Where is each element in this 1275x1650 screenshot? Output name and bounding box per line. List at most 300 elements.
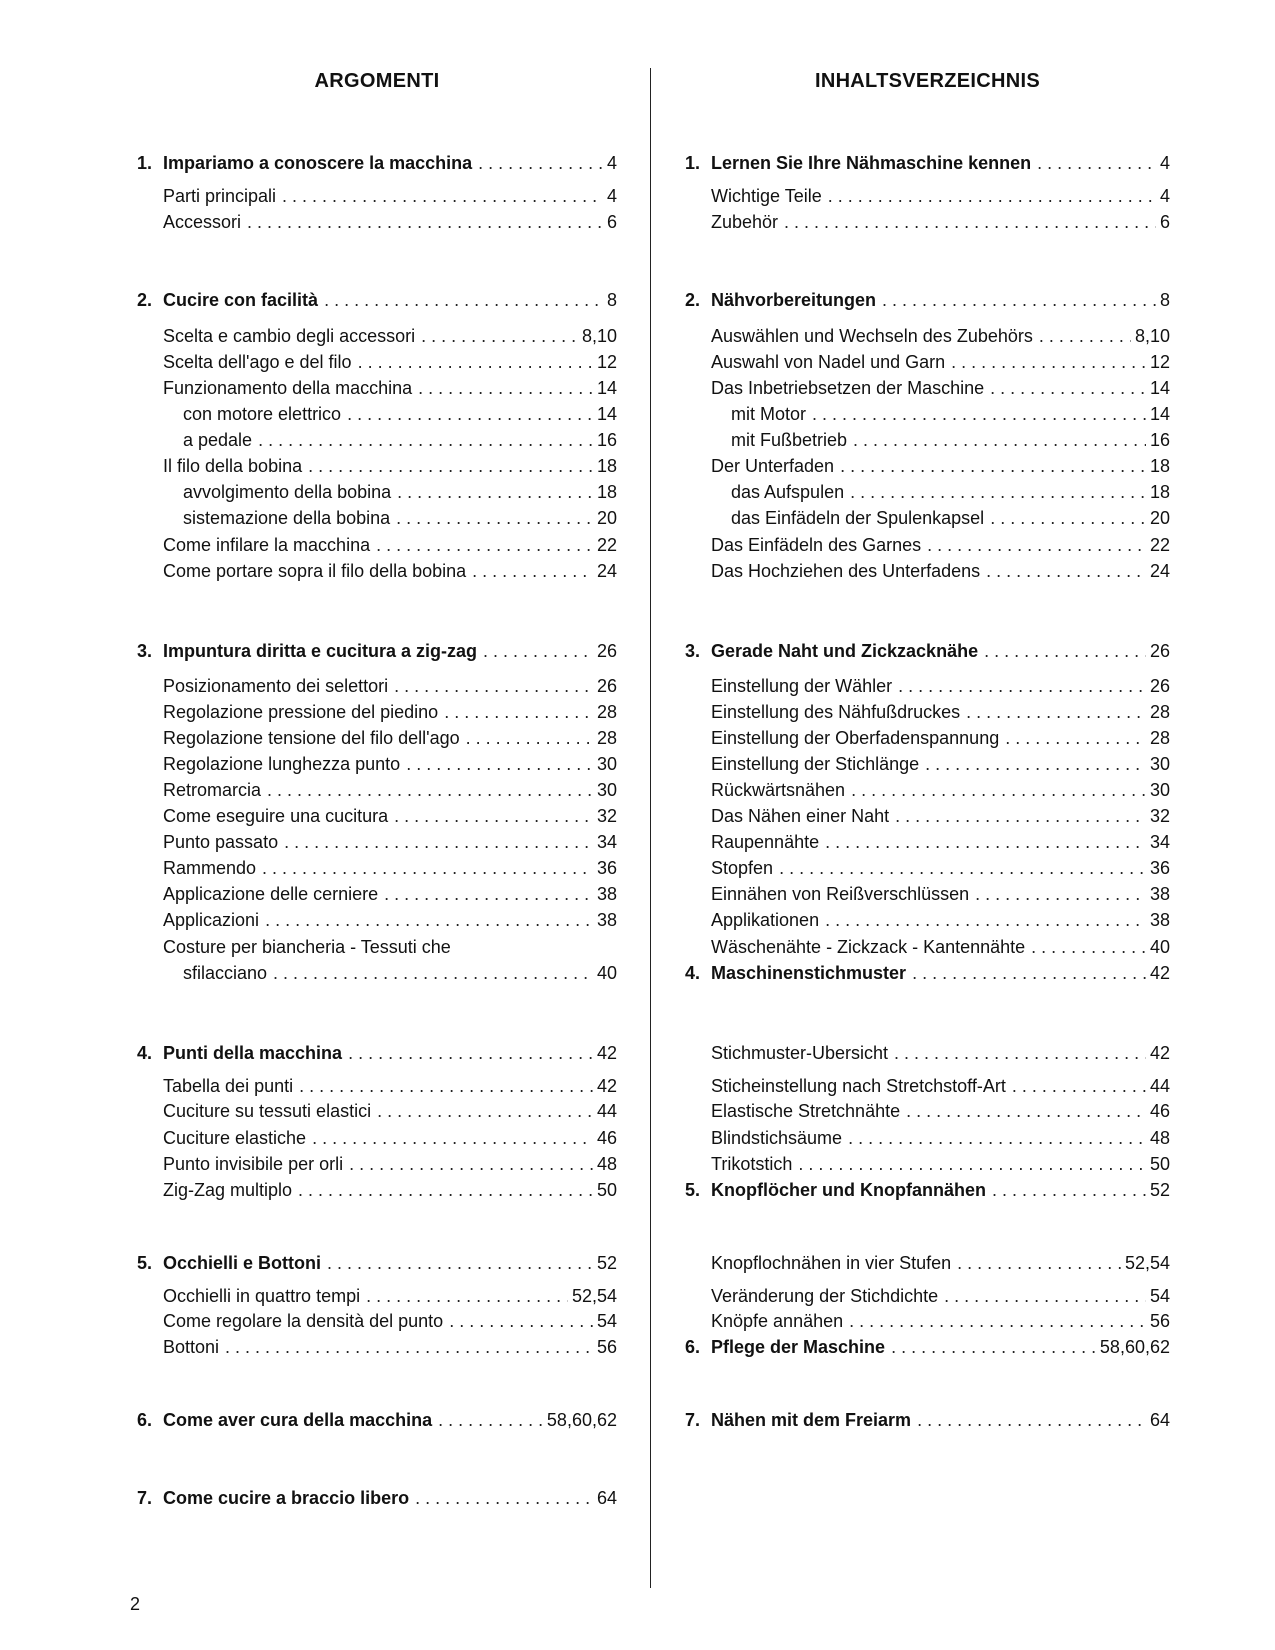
dot-leader: [845, 780, 1146, 801]
dot-leader: [1031, 153, 1156, 174]
toc-subentry: [137, 806, 617, 830]
toc-subentry: [137, 430, 617, 454]
entry-label: Veränderung der Stichdichte: [711, 1286, 939, 1306]
entry-page-number: 22: [596, 535, 617, 555]
dot-leader: [1033, 326, 1131, 347]
toc-subentry: [685, 937, 1170, 961]
entry-label: Scelta e cambio degli accessori: [163, 326, 416, 346]
toc-subentry: [685, 1101, 1170, 1125]
entry-page-number: 8,10: [581, 326, 617, 346]
dot-leader: [360, 1286, 568, 1307]
toc-subentry: [685, 780, 1170, 804]
dot-leader: [919, 754, 1146, 775]
dot-leader: [370, 535, 593, 556]
entry-label: Einstellung der Stichlänge: [711, 754, 920, 774]
entry-page-number: 26: [1149, 676, 1170, 696]
toc-section-entry: [685, 641, 1170, 665]
dot-leader: [241, 212, 603, 233]
entry-label: Zig-Zag multiplo: [163, 1180, 293, 1200]
entry-label: Sticheinstellung nach Stretchstoff-Art: [711, 1076, 1006, 1096]
toc-subentry: [137, 1337, 617, 1361]
entry-label: Knopflöcher und Knopfannähen: [711, 1180, 986, 1200]
entry-page-number: 16: [1149, 430, 1170, 450]
entry-label: Il filo della bobina: [163, 456, 303, 476]
dot-leader: [252, 430, 593, 451]
entry-label: Knopflochnähen in vier Stufen: [711, 1253, 952, 1273]
column-title: INHALTSVERZEICHNIS: [814, 70, 1041, 92]
entry-label: Retromarcia: [163, 780, 262, 800]
dot-leader: [388, 806, 593, 827]
toc-subentry: [685, 430, 1170, 454]
entry-page-number: 34: [596, 832, 617, 852]
section-number: 1.: [137, 153, 153, 173]
entry-label: Applikationen: [711, 910, 820, 930]
entry-page-number: 36: [1149, 858, 1170, 878]
dot-leader: [472, 153, 603, 174]
entry-label: Elastische Stretchnähte: [711, 1101, 901, 1121]
entry-page-number: 16: [596, 430, 617, 450]
entry-page-number: 40: [1149, 937, 1170, 957]
toc-subentry: [685, 482, 1170, 506]
toc-subentry: [685, 832, 1170, 856]
entry-label: Punto invisibile per orli: [163, 1154, 344, 1174]
toc-subentry: [685, 884, 1170, 908]
entry-label: Come regolare la densità del punto: [163, 1311, 444, 1331]
entry-page-number: 46: [596, 1128, 617, 1148]
entry-label: das Aufspulen: [731, 482, 845, 502]
entry-page-number: 56: [1149, 1311, 1170, 1331]
entry-page-number: 26: [596, 641, 617, 661]
dot-leader: [341, 404, 593, 425]
toc-subentry: [137, 884, 617, 908]
entry-page-number: 56: [596, 1337, 617, 1357]
dot-leader: [342, 1043, 593, 1064]
entry-label: Impariamo a conoscere la macchina: [163, 153, 473, 173]
dot-leader: [778, 212, 1156, 233]
entry-label: a pedale: [183, 430, 253, 450]
entry-label: con motore elettrico: [183, 404, 342, 424]
entry-page-number: 36: [596, 858, 617, 878]
dot-leader: [876, 290, 1156, 311]
toc-subentry: [685, 212, 1170, 236]
entry-page-number: 52,54: [1124, 1253, 1170, 1273]
toc-subentry: [137, 676, 617, 700]
dot-leader: [938, 1286, 1146, 1307]
entry-page-number: 34: [1149, 832, 1170, 852]
dot-leader: [343, 1154, 593, 1175]
toc-subentry: [685, 1076, 1170, 1100]
entry-page-number: 30: [1149, 754, 1170, 774]
toc-subentry: [137, 780, 617, 804]
toc-subentry: [137, 212, 617, 236]
dot-leader: [267, 963, 593, 984]
dot-leader: [986, 1180, 1146, 1201]
dot-leader: [951, 1253, 1121, 1274]
toc-section-entry: [137, 1488, 617, 1512]
dot-leader: [432, 1410, 543, 1431]
toc-subentry: [685, 1043, 1170, 1067]
entry-page-number: 38: [596, 884, 617, 904]
page-number: 2: [130, 1594, 141, 1614]
dot-leader: [906, 963, 1146, 984]
entry-label: Einstellung der Oberfadenspannung: [711, 728, 1000, 748]
entry-page-number: 14: [1149, 404, 1170, 424]
toc-subentry: [137, 1128, 617, 1152]
dot-leader: [321, 1253, 593, 1274]
section-number: 7.: [685, 1410, 701, 1430]
dot-leader: [400, 754, 593, 775]
toc-subentry: [685, 404, 1170, 428]
entry-label: Das Inbetriebsetzen der Maschine: [711, 378, 985, 398]
column-title: ARGOMENTI: [314, 70, 440, 92]
toc-subentry: [137, 456, 617, 480]
entry-page-number: 18: [596, 482, 617, 502]
entry-label: Parti principali: [163, 186, 277, 206]
entry-page-number: 44: [596, 1101, 617, 1121]
toc-section-entry: [137, 153, 617, 177]
toc-section-entry: [137, 641, 617, 665]
toc-subentry: [137, 728, 617, 752]
entry-label: Maschinenstichmuster: [711, 963, 907, 983]
toc-section-entry: [685, 1337, 1170, 1361]
entry-page-number: 42: [1149, 963, 1170, 983]
entry-page-number: 22: [1149, 535, 1170, 555]
dot-leader: [889, 806, 1146, 827]
dot-leader: [451, 937, 613, 958]
entry-page-number: 38: [596, 910, 617, 930]
dot-leader: [945, 352, 1146, 373]
entry-label: Stichmuster-Ubersicht: [711, 1043, 889, 1063]
entry-label: Posizionamento dei selettori: [163, 676, 389, 696]
entry-page-number: 12: [596, 352, 617, 372]
dot-leader: [460, 728, 593, 749]
entry-page-number: 38: [1149, 910, 1170, 930]
dot-leader: [900, 1101, 1146, 1122]
dot-leader: [261, 780, 593, 801]
dot-leader: [911, 1410, 1146, 1431]
entry-label: Zubehör: [711, 212, 779, 232]
dot-leader: [412, 378, 593, 399]
dot-leader: [293, 1076, 593, 1097]
entry-label: Cuciture elastiche: [163, 1128, 307, 1148]
toc-subentry: [137, 508, 617, 532]
dot-leader: [969, 884, 1146, 905]
dot-leader: [921, 535, 1146, 556]
dot-leader: [477, 641, 593, 662]
dot-leader: [1006, 1076, 1146, 1097]
entry-label: Einnähen von Reißverschlüssen: [711, 884, 970, 904]
toc-subentry: [137, 910, 617, 934]
toc-section-entry: [137, 1043, 617, 1067]
entry-label: Stopfen: [711, 858, 774, 878]
section-number: 4.: [685, 963, 701, 983]
entry-page-number: 8: [606, 290, 617, 310]
entry-page-number: 26: [1149, 641, 1170, 661]
dot-leader: [466, 561, 593, 582]
toc-subentry: [137, 963, 617, 987]
entry-label: Applicazione delle cerniere: [163, 884, 379, 904]
toc-subentry: [137, 754, 617, 778]
dot-leader: [371, 1101, 593, 1122]
toc-section-entry: [137, 1253, 617, 1277]
entry-label: sistemazione della bobina: [183, 508, 391, 528]
dot-leader: [1025, 937, 1146, 958]
toc-subentry: [685, 456, 1170, 480]
entry-page-number: 20: [1149, 508, 1170, 528]
toc-subentry: [685, 1128, 1170, 1152]
entry-label: Der Unterfaden: [711, 456, 835, 476]
toc-subentry: [685, 1154, 1170, 1178]
dot-leader: [819, 910, 1146, 931]
dot-leader: [409, 1488, 593, 1509]
entry-label: Come infilare la macchina: [163, 535, 371, 555]
entry-label: Punti della macchina: [163, 1043, 343, 1063]
entry-page-number: 14: [596, 404, 617, 424]
dot-leader: [819, 832, 1146, 853]
entry-label: Einstellung der Wähler: [711, 676, 893, 696]
toc-subentry: [137, 1154, 617, 1178]
toc-subentry: [685, 676, 1170, 700]
entry-label: Nähvorbereitungen: [711, 290, 877, 310]
dot-leader: [978, 641, 1146, 662]
column-divider: [650, 68, 651, 1588]
toc-subentry: [685, 754, 1170, 778]
toc-subentry: [137, 1101, 617, 1125]
toc-subentry: [685, 1253, 1170, 1277]
dot-leader: [843, 1311, 1146, 1332]
toc-subentry: [685, 858, 1170, 882]
entry-page-number: 28: [596, 702, 617, 722]
entry-page-number: 24: [596, 561, 617, 581]
toc-subentry: [137, 326, 617, 350]
entry-label: Rammendo: [163, 858, 257, 878]
entry-label: Come aver cura della macchina: [163, 1410, 433, 1430]
dot-leader: [318, 290, 603, 311]
dot-leader: [438, 702, 593, 723]
toc-subentry: [685, 186, 1170, 210]
toc-subentry: [685, 806, 1170, 830]
toc-subentry: [685, 352, 1170, 376]
entry-page-number: 52,54: [571, 1286, 617, 1306]
dot-leader: [219, 1337, 593, 1358]
entry-label: Occhielli e Bottoni: [163, 1253, 322, 1273]
toc-subentry: [137, 1180, 617, 1204]
dot-leader: [792, 1154, 1146, 1175]
entry-page-number: 30: [1149, 780, 1170, 800]
entry-label: Come cucire a braccio libero: [163, 1488, 410, 1508]
toc-subentry: [137, 404, 617, 428]
dot-leader: [443, 1311, 593, 1332]
dot-leader: [352, 352, 593, 373]
entry-label: Auswählen und Wechseln des Zubehörs: [711, 326, 1033, 346]
entry-page-number: 50: [1149, 1154, 1170, 1174]
entry-label: Nähen mit dem Freiarm: [711, 1410, 912, 1430]
dot-leader: [390, 508, 593, 529]
dot-leader: [847, 430, 1146, 451]
toc-subentry: [685, 1286, 1170, 1310]
toc-subentry: [137, 535, 617, 559]
entry-page-number: 18: [1149, 456, 1170, 476]
dot-leader: [822, 186, 1156, 207]
dot-leader: [276, 186, 603, 207]
entry-page-number: 20: [596, 508, 617, 528]
section-number: 5.: [137, 1253, 153, 1273]
entry-page-number: 44: [1149, 1076, 1170, 1096]
entry-page-number: 38: [1149, 884, 1170, 904]
entry-page-number: 64: [596, 1488, 617, 1508]
toc-subentry: [137, 1286, 617, 1310]
entry-label: Regolazione lunghezza punto: [163, 754, 401, 774]
entry-label: sfilacciano: [183, 963, 268, 983]
dot-leader: [960, 702, 1146, 723]
dot-leader: [834, 456, 1146, 477]
entry-label: Trikotstich: [711, 1154, 793, 1174]
section-number: 1.: [685, 153, 701, 173]
entry-page-number: 48: [1149, 1128, 1170, 1148]
dot-leader: [391, 482, 593, 503]
entry-label: Accessori: [163, 212, 242, 232]
dot-leader: [892, 676, 1146, 697]
entry-page-number: 26: [596, 676, 617, 696]
entry-label: Applicazioni: [163, 910, 260, 930]
toc-section-entry: [685, 963, 1170, 987]
dot-leader: [999, 728, 1146, 749]
toc-subentry: [137, 858, 617, 882]
entry-page-number: 48: [596, 1154, 617, 1174]
entry-label: mit Fußbetrieb: [731, 430, 848, 450]
toc-subentry: [137, 482, 617, 506]
dot-leader: [773, 858, 1146, 879]
toc-subentry: [685, 728, 1170, 752]
entry-label: Cucire con facilità: [163, 290, 319, 310]
entry-page-number: 4: [1159, 186, 1170, 206]
section-number: 7.: [137, 1488, 153, 1508]
entry-page-number: 8: [1159, 290, 1170, 310]
toc-section-entry: [685, 153, 1170, 177]
entry-page-number: 58,60,62: [1099, 1337, 1170, 1357]
entry-label: Das Hochziehen des Unterfadens: [711, 561, 981, 581]
dot-leader: [378, 884, 593, 905]
dot-leader: [292, 1180, 593, 1201]
entry-page-number: 6: [1159, 212, 1170, 232]
entry-page-number: 32: [1149, 806, 1170, 826]
entry-page-number: 42: [596, 1043, 617, 1063]
toc-subentry: [137, 702, 617, 726]
dot-leader: [306, 1128, 593, 1149]
entry-page-number: 28: [596, 728, 617, 748]
entry-page-number: 52: [1149, 1180, 1170, 1200]
dot-leader: [984, 378, 1146, 399]
dot-leader: [888, 1043, 1146, 1064]
entry-label: Occhielli in quattro tempi: [163, 1286, 361, 1306]
entry-label: Scelta dell'ago e del filo: [163, 352, 352, 372]
entry-page-number: 40: [596, 963, 617, 983]
section-number: 5.: [685, 1180, 701, 1200]
dot-leader: [259, 910, 593, 931]
toc-subentry: [685, 326, 1170, 350]
entry-label: Tabella dei punti: [163, 1076, 294, 1096]
entry-label: Funzionamento della macchina: [163, 378, 413, 398]
entry-label: Cuciture su tessuti elastici: [163, 1101, 372, 1121]
toc-subentry: [685, 910, 1170, 934]
entry-label: Punto passato: [163, 832, 279, 852]
entry-label: das Einfädeln der Spulenkapsel: [731, 508, 985, 528]
entry-page-number: 4: [1159, 153, 1170, 173]
dot-leader: [984, 508, 1146, 529]
entry-page-number: 18: [596, 456, 617, 476]
toc-section-entry: [685, 1410, 1170, 1434]
entry-label: Wäschenähte - Zickzack - Kantennähte: [711, 937, 1026, 957]
dot-leader: [256, 858, 593, 879]
toc-subentry: [137, 832, 617, 856]
entry-page-number: 14: [596, 378, 617, 398]
section-number: 2.: [685, 290, 701, 310]
entry-label: Come portare sopra il filo della bobina: [163, 561, 467, 581]
entry-label: Pflege der Maschine: [711, 1337, 886, 1357]
entry-label: Raupennähte: [711, 832, 820, 852]
toc-subentry: [137, 1311, 617, 1335]
entry-page-number: 54: [1149, 1286, 1170, 1306]
dot-leader: [415, 326, 578, 347]
toc-section-entry: [685, 290, 1170, 314]
dot-leader: [388, 676, 593, 697]
toc-subentry: [137, 352, 617, 376]
toc-subentry: [137, 378, 617, 402]
toc-subentry: [685, 702, 1170, 726]
entry-page-number: 42: [596, 1076, 617, 1096]
entry-page-number: 58,60,62: [546, 1410, 617, 1430]
section-number: 2.: [137, 290, 153, 310]
entry-label: Gerade Naht und Zickzacknähe: [711, 641, 979, 661]
entry-label: Einstellung des Nähfußdruckes: [711, 702, 961, 722]
entry-page-number: 28: [1149, 728, 1170, 748]
entry-page-number: 30: [596, 754, 617, 774]
entry-label: Bottoni: [163, 1337, 220, 1357]
entry-page-number: 4: [606, 186, 617, 206]
entry-label: Wichtige Teile: [711, 186, 822, 206]
entry-label: Rückwärtsnähen: [711, 780, 846, 800]
toc-subentry: [137, 186, 617, 210]
entry-page-number: 12: [1149, 352, 1170, 372]
toc-subentry: [685, 561, 1170, 585]
section-number: 3.: [137, 641, 153, 661]
entry-label: Come eseguire una cucitura: [163, 806, 389, 826]
entry-page-number: 46: [1149, 1101, 1170, 1121]
entry-label: Impuntura diritta e cucitura a zig-zag: [163, 641, 478, 661]
dot-leader: [980, 561, 1146, 582]
toc-subentry: [685, 378, 1170, 402]
dot-leader: [844, 482, 1146, 503]
entry-page-number: 28: [1149, 702, 1170, 722]
section-number: 4.: [137, 1043, 153, 1063]
toc-subentry: [685, 508, 1170, 532]
entry-page-number: 32: [596, 806, 617, 826]
entry-label: Lernen Sie Ihre Nähmaschine kennen: [711, 153, 1032, 173]
dot-leader: [842, 1128, 1146, 1149]
toc-subentry: [685, 535, 1170, 559]
entry-page-number: 18: [1149, 482, 1170, 502]
toc-subentry: [137, 561, 617, 585]
entry-label: Das Nähen einer Naht: [711, 806, 890, 826]
entry-page-number: 42: [1149, 1043, 1170, 1063]
entry-page-number: 52: [596, 1253, 617, 1273]
dot-leader: [302, 456, 593, 477]
entry-page-number: 4: [606, 153, 617, 173]
section-number: 3.: [685, 641, 701, 661]
toc-section-entry: [685, 1180, 1170, 1204]
toc-section-entry: [137, 1410, 617, 1434]
entry-page-number: 30: [596, 780, 617, 800]
